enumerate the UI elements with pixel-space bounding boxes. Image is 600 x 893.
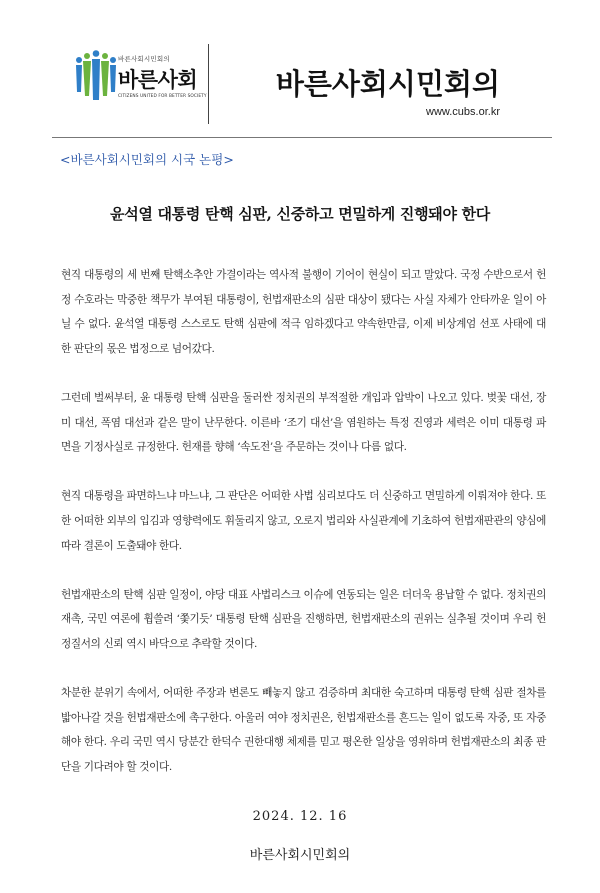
logo-wordmark: 바른사회 [118, 68, 198, 92]
statement-body [61, 263, 546, 804]
body-paragraph: 차분한 분위기 속에서, 어떠한 주장과 변론도 빼놓지 않고 검증하며 최대한 숙고하며 대통령 탄핵 심판 절차를 밟아나갈 것을 헌법재판소에 촉구한다. 아울러 여야 정치권은, 헌법재판소를 흔드는 일이 없도록 자중, 또 자중해야 한다. 우리 국민 역시 당분간 한덕수 권한대행 체제를 믿고 평온한 일상을 영위하며 헌법재판소의 최종 판단을 기다려야 할 것이다. [61, 687, 546, 773]
body-paragraph: 현직 대통령의 세 번째 탄핵소추안 가결이라는 역사적 불행이 기어이 현실이 되고 말았다. 국정 수반으로서 헌정 수호라는 막중한 책무가 부여된 대통령이, 헌법재판소의 심판 대상이 됐다는 사실 자체가 안타까운 일이 아닐 수 없다. 윤석열 대통령 스스로도 탄핵 심판에 적극 임하겠다고 약속한만큼, 이제 비상계엄 선포 사태에 대한 판단의 몫은 법정으로 넘어갔다. [61, 269, 546, 355]
statement-date: 2024. 12. 16 [252, 809, 348, 824]
organization-title: 바른사회시민회의 [275, 67, 500, 101]
logo-english-name: CITIZENS UNITED FOR BETTER SOCIETY [118, 94, 207, 99]
logo-tagline: 바른사회시민회의 [118, 55, 170, 63]
header-divider [208, 44, 209, 124]
statement-signature: 바른사회시민회의 [249, 848, 351, 863]
body-paragraph: 현직 대통령을 파면하느냐 마느냐, 그 판단은 어떠한 사법 심리보다도 더 신중하고 면밀하게 이뤄져야 한다. 또한 어떠한 외부의 입김과 영향력에도 휘둘리지 않고, 오로지 법리와 사실관계에 기초하여 헌법재판관의 양심에 따라 결론이 도출돼야 한다. [61, 490, 546, 552]
people-figures-icon [74, 50, 118, 106]
body-paragraph: 그런데 벌써부터, 윤 대통령 탄핵 심판을 둘러싼 정치권의 부적절한 개입과 압박이 나오고 있다. 벚꽃 대선, 장미 대선, 폭염 대선과 같은 말이 난무한다. 이른바 ‘조기 대선’을 염원하는 특정 진영과 세력은 이미 대통령 파면을 기정사실로 규정한다. 헌재를 향해 ‘속도전’을 주문하는 것이나 다름 없다. [61, 391, 546, 454]
header-rule [52, 137, 552, 138]
letterhead [52, 40, 552, 126]
statement-headline: 윤석열 대통령 탄핵 심판, 신중하고 면밀하게 진행돼야 한다 [110, 205, 490, 223]
body-paragraph: 헌법재판소의 탄핵 심판 일정이, 야당 대표 사법리스크 이슈에 연동되는 일은 더더욱 용납할 수 없다. 정치권의 재촉, 국민 여론에 휩쓸려 ‘쫓기듯’ 대통령 탄핵 심판을 진행하면, 헌법재판소의 권위는 실추될 것이며 우리 헌정질서의 신뢰 역시 바닥으로 추락할 것이다. [61, 588, 546, 650]
section-tag: <바른사회시민회의 시국 논평> [60, 152, 234, 167]
organization-logo [74, 50, 224, 114]
organization-url[interactable]: www.cubs.or.kr [426, 106, 500, 118]
